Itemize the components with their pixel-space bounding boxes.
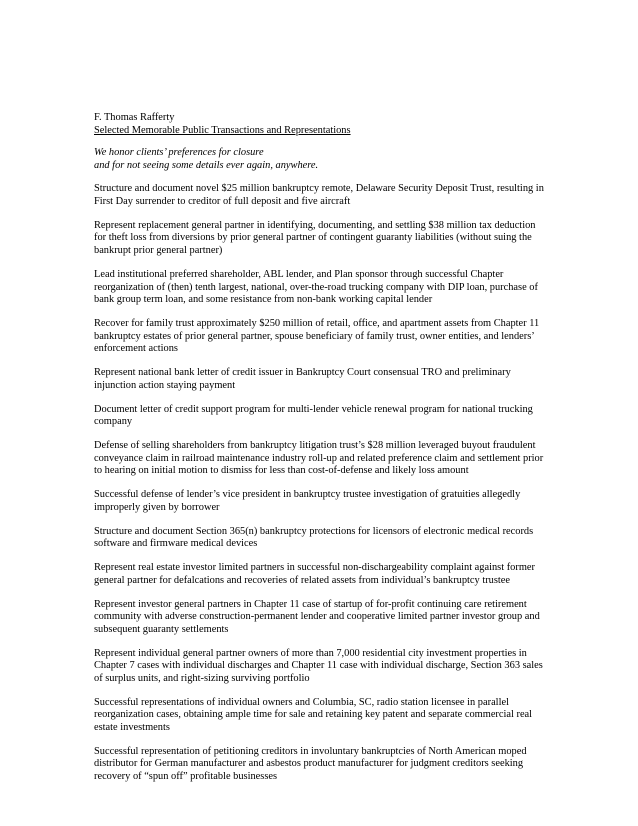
motto xyxy=(94,147,546,172)
transaction-entry: Document letter of credit support program for multi-lender vehicle renewal program for national trucking company xyxy=(94,403,533,428)
document-title: Selected Memorable Public Transactions and Representations xyxy=(94,124,351,136)
transaction-entry: Lead institutional preferred shareholder, ABL lender, and Plan sponsor through successful Chapter reorganization of (then) tenth largest, national, over-the-road trucking company with DIP loan, purchase of bank group term loan, and some resistance from non-bank working capital lender xyxy=(94,268,538,306)
transaction-entry: Defense of selling shareholders from bankruptcy litigation trust’s $28 million leveraged buyout fraudulent conveyance claim in railroad maintenance industry roll-up and related preference claim and settlement prior to hearing on initial motion to dismiss for less than cost-of-defense and likely loss amount xyxy=(94,440,544,477)
motto-line-2: and for not seeing some details ever again, anywhere. xyxy=(94,159,319,171)
motto-line-1: We honor clients’ preferences for closure xyxy=(94,147,264,159)
transaction-entry: Successful representations of individual owners and Columbia, SC, radio station licensee in parallel reorganization cases, obtaining ample time for sale and retaining key patent and separate commercial real estate investments xyxy=(94,696,533,733)
transaction-entry: Successful representation of petitioning creditors in involuntary bankruptcies of North American moped distributor for German manufacturer and asbestos product manufacturer for judgment creditors seeking recovery of “spun off” profitable businesses xyxy=(94,745,527,783)
transaction-entry: Represent national bank letter of credit issuer in Bankruptcy Court consensual TRO and preliminary injunction action staying payment xyxy=(94,367,511,391)
transaction-entry: Represent investor general partners in Chapter 11 case of startup of for-profit continuing care retirement community with adverse construction-permanent lender and cooperative limited partner investor group and subsequent guaranty settlements xyxy=(94,598,540,635)
document-page xyxy=(94,112,546,795)
author-name: F. Thomas Rafferty xyxy=(94,112,175,123)
transaction-entry: Represent real estate investor limited partners in successful non-dischargeability complaint against former general partner for defalcations and recoveries of related assets from individual’s bankruptcy trustee xyxy=(94,562,535,586)
document-header xyxy=(94,112,546,137)
transaction-entry: Represent replacement general partner in identifying, documenting, and settling $38 million tax deduction for theft loss from diversions by prior general partner of contingent guaranty liabilities (without suing the bankrupt prior general partner) xyxy=(94,219,536,257)
transaction-entry: Recover for family trust approximately $250 million of retail, office, and apartment assets from Chapter 11 bankruptcy estates of prior general partner, spouse beneficiary of family trust, owner entities, and lenders’ enforcement actions xyxy=(94,318,540,355)
transaction-entry: Successful defense of lender’s vice president in bankruptcy trustee investigation of gratuities allegedly improperly given by borrower xyxy=(94,489,521,513)
transaction-entry: Represent individual general partner owners of more than 7,000 residential city investment properties in Chapter 7 cases with individual discharges and Chapter 11 case with individual discharge, Section 363 sales of surplus units, and right-sizing surviving portfolio xyxy=(94,647,543,684)
transaction-entry: Structure and document novel $25 million bankruptcy remote, Delaware Security Deposit Trust, resulting in First Day surrender to creditor of full deposit and five aircraft xyxy=(94,183,544,207)
transaction-entry: Structure and document Section 365(n) bankruptcy protections for licensors of electronic medical records software and firmware medical devices xyxy=(94,525,534,550)
